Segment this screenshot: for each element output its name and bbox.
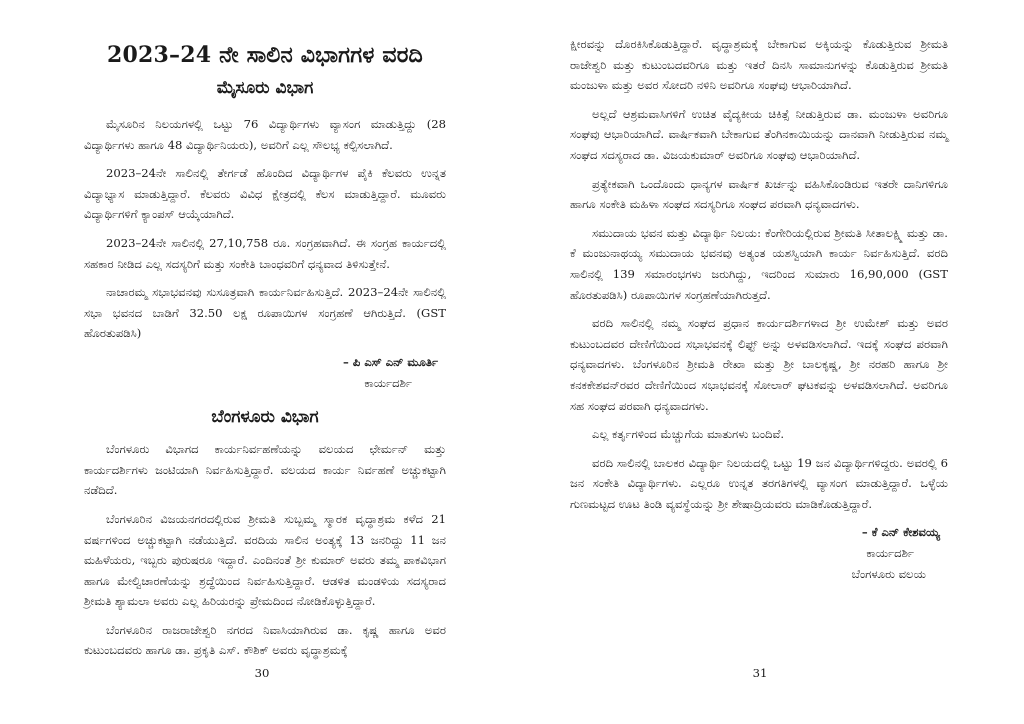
- signatory-org: ಬೆಂಗಳೂರು ವಲಯ: [851, 566, 926, 581]
- page-number-right: 31: [752, 666, 768, 680]
- paragraph: ಕ್ಷೀರವನ್ನು ದೊರಕಿಸಿಕೊಡುತ್ತಿದ್ದಾರೆ. ವೃದ್ಧಾಶ್ರಮಕ್ಕೆ ಬೇಕಾಗುವ ಅಕ್ಕಿಯನ್ನು ಕೊಡುತ್ತಿರುವ ಶ್ರೀಮತಿ ರಾಜೇಶ್ವರಿ ಮತ್ತು ಕುಟುಂಬದವರಿಗೂ ಮತ್ತು ಇತರೆ ದಿನಸಿ ಸಾಮಾನುಗಳನ್ನು ಕೊಡುತ್ತಿರುವ ಶ್ರೀಮತಿ ಮಂಜುಳಾ ಮತ್ತು ಅವರ ಸೋದರಿ ನಳಿನಿ ಅವರಿಗೂ ಸಂಘವು ಆಭಾರಿಯಾಗಿದೆ.: [570, 37, 948, 93]
- paragraph: ಬೆಂಗಳೂರು ವಿಭಾಗದ ಕಾರ್ಯನಿರ್ವಹಣೆಯನ್ನು ವಲಯದ ಛೇರ್ಮನ್ ಮತ್ತು ಕಾರ್ಯದರ್ಶಿಗಳು ಜಂಟಿಯಾಗಿ ನಿರ್ವಹಿಸುತ್ತಿದ್ದಾರೆ. ವಲಯದ ಕಾರ್ಯ ನಿರ್ವಹಣೆ ಅಚ್ಚುಕಟ್ಟಾಗಿ ನಡೆದಿದೆ.: [84, 442, 446, 498]
- left-page: [84, 34, 446, 674]
- paragraph: ಅಲ್ಲದೆ ಆಶ್ರಮವಾಸಿಗಳಿಗೆ ಉಚಿತ ವೈದ್ಯಕೀಯ ಚಿಕಿತ್ಸೆ ನೀಡುತ್ತಿರುವ ಡಾ. ಮಂಜುಳಾ ಅವರಿಗೂ ಸಂಘವು ಆಭಾರಿಯಾಗಿದೆ. ವಾರ್ಷಿಕವಾಗಿ ಬೇಕಾಗುವ ತೆಂಗಿನಕಾಯಿಯನ್ನು ದಾನವಾಗಿ ನೀಡುತ್ತಿರುವ ನಮ್ಮ ಸಂಘದ ಸದಸ್ಯರಾದ ಡಾ. ವಿಜಯಕುಮಾರ್ ಅವರಿಗೂ ಸಂಘವು ಆಭಾರಿಯಾಗಿದೆ.: [570, 106, 948, 162]
- paragraph: ವರದಿ ಸಾಲಿನಲ್ಲಿ ಬಾಲಕರ ವಿದ್ಯಾರ್ಥಿ ನಿಲಯದಲ್ಲಿ ಒಟ್ಟು 19 ಜನ ವಿದ್ಯಾರ್ಥಿಗಳಿದ್ದರು. ಅವರಲ್ಲಿ 6 ಜನ ಸಂಕೇತಿ ವಿದ್ಯಾರ್ಥಿಗಳು. ಎಲ್ಲರೂ ಉನ್ನತ ತರಗತಿಗಳಲ್ಲಿ ವ್ಯಾಸಂಗ ಮಾಡುತ್ತಿದ್ದಾರೆ. ಒಳ್ಳೆಯ ಗುಣಮಟ್ಟದ ಊಟ ತಿಂಡಿ ವ್ಯವಸ್ಥೆಯನ್ನು ಶ್ರೀ ಶೇಷಾದ್ರಿಯವರು ಮಾಡಿಕೊಡುತ್ತಿದ್ದಾರೆ.: [570, 455, 948, 511]
- paragraph: ಎಲ್ಲ ಕರ್ತೃಗಳಿಂದ ಮೆಚ್ಚುಗೆಯ ಮಾತುಗಳು ಬಂದಿವೆ.: [592, 427, 785, 442]
- signatory-name: – ಕೆ ಎನ್ ಕೇಶವಯ್ಯ: [861, 525, 940, 540]
- paragraph: ವರದಿ ಸಾಲಿನಲ್ಲಿ ನಮ್ಮ ಸಂಘದ ಪ್ರಧಾನ ಕಾರ್ಯದರ್ಶಿಗಳಾದ ಶ್ರೀ ಉಮೇಶ್ ಮತ್ತು ಅವರ ಕುಟುಂಬದವರ ದೇಣಿಗೆಯಿಂದ ಸಭಾಭವನಕ್ಕೆ ಲಿಫ್ಟ್ ಅನ್ನು ಅಳವಡಿಸಲಾಗಿದೆ. ಇದಕ್ಕೆ ಸಂಘದ ಪರವಾಗಿ ಧನ್ಯವಾದಗಳು. ಬೆಂಗಳೂರಿನ ಶ್ರೀಮತಿ ರೇಖಾ ಮತ್ತು ಶ್ರೀ ಬಾಲಕೃಷ್ಣ, ಶ್ರೀ ನರಹರಿ ಹಾಗೂ ಶ್ರೀ ಕನಕಕೇಶವನ್‌ರವರ ದೇಣಿಗೆಯಿಂದ ಸಭಾಭವನಕ್ಕೆ ಸೋಲಾರ್ ಘಟಕವನ್ನು ಅಳವಡಿಸಲಾಗಿದೆ. ಅವರಿಗೂ ಸಹ ಸಂಘದ ಪರವಾಗಿ ಧನ್ಯವಾದಗಳು.: [570, 316, 948, 413]
- paragraph: 2023–24ನೇ ಸಾಲಿನಲ್ಲಿ 27,10,758 ರೂ. ಸಂಗ್ರಹವಾಗಿದೆ. ಈ ಸಂಗ್ರಹ ಕಾರ್ಯದಲ್ಲಿ ಸಹಕಾರ ನೀಡಿದ ಎಲ್ಲ ಸದಸ್ಯರಿಗೆ ಮತ್ತು ಸಂಕೇತಿ ಬಾಂಧವರಿಗೆ ಧನ್ಯವಾದ ತಿಳಿಸುತ್ತೇನೆ.: [84, 235, 446, 271]
- signatory-role: ಕಾರ್ಯದರ್ಶಿ: [866, 546, 914, 561]
- mysore-division-heading: ಮೈಸೂರು ವಿಭಾಗ: [216, 78, 314, 98]
- signatory-role: ಕಾರ್ಯದರ್ಶಿ: [364, 375, 412, 390]
- signatory-name: – ಪಿ ಎಸ್ ಎನ್ ಮೂರ್ತಿ: [343, 354, 438, 369]
- paragraph: ಮೈಸೂರಿನ ನಿಲಯಗಳಲ್ಲಿ ಒಟ್ಟು 76 ವಿದ್ಯಾರ್ಥಿಗಳು ವ್ಯಾಸಂಗ ಮಾಡುತ್ತಿದ್ದು (28 ವಿದ್ಯಾರ್ಥಿಗಳು ಹಾಗೂ 48 ವಿದ್ಯಾರ್ಥಿನಿಯರು), ಅವರಿಗೆ ಎಲ್ಲ ಸೌಲಭ್ಯ ಕಲ್ಪಿಸಲಾಗಿದೆ.: [84, 117, 446, 152]
- bengaluru-division-heading: ಬೆಂಗಳೂರು ವಿಭಾಗ: [211, 407, 319, 428]
- paragraph: ಸಮುದಾಯ ಭವನ ಮತ್ತು ವಿದ್ಯಾರ್ಥಿ ನಿಲಯ: ಕೆಂಗೇರಿಯಲ್ಲಿರುವ ಶ್ರೀಮತಿ ಸೀತಾಲಕ್ಷ್ಮಿ ಮತ್ತು ಡಾ. ಕೆ ಮಂಜುನಾಥಯ್ಯ ಸಮುದಾಯ ಭವನವು ಅತ್ಯಂತ ಯಶಸ್ವಿಯಾಗಿ ಕಾರ್ಯ ನಿರ್ವಹಿಸುತ್ತಿದೆ. ವರದಿ ಸಾಲಿನಲ್ಲಿ 139 ಸಮಾರಂಭಗಳು ಜರುಗಿದ್ದು, ಇದರಿಂದ ಸುಮಾರು 16,90,000 (GST ಹೊರತುಪಡಿಸಿ) ರೂಪಾಯಿಗಳ ಸಂಗ್ರಹಣೆಯಾಗಿರುತ್ತದೆ.: [570, 225, 948, 302]
- right-page: [570, 34, 948, 674]
- bengaluru-signature: [570, 522, 948, 584]
- paragraph: ಬೆಂಗಳೂರಿನ ರಾಜರಾಜೇಶ್ವರಿ ನಗರದ ನಿವಾಸಿಯಾಗಿರುವ ಡಾ. ಕೃಷ್ಣ ಹಾಗೂ ಅವರ ಕುಟುಂಬದವರು ಹಾಗೂ ಡಾ. ಪ್ರಕೃತಿ ಎಸ್. ಕೌಶಿಕ್ ಅವರು ವೃದ್ಧಾಶ್ರಮಕ್ಕೆ: [84, 622, 446, 658]
- paragraph: ನಾಚಾರಮ್ಮ ಸಭಾಭವನವು ಸುಸೂತ್ರವಾಗಿ ಕಾರ್ಯನಿರ್ವಹಿಸುತ್ತಿದೆ. 2023–24ನೇ ಸಾಲಿನಲ್ಲಿ ಸಭಾ ಭವನದ ಬಾಡಿಗೆ 32.50 ಲಕ್ಷ ರೂಪಾಯಿಗಳ ಸಂಗ್ರಹಣೆ ಆಗಿರುತ್ತಿದೆ. (GST ಹೊರತುಪಡಿಸಿ): [84, 285, 446, 341]
- page-number-left: 30: [254, 666, 270, 680]
- mysore-signature: [84, 352, 446, 393]
- paragraph: ಪ್ರತ್ಯೇಕವಾಗಿ ಒಂದೊಂದು ಧಾನ್ಯಗಳ ವಾರ್ಷಿಕ ಖರ್ಚನ್ನು ವಹಿಸಿಕೊಂಡಿರುವ ಇತರೇ ದಾನಿಗಳಿಗೂ ಹಾಗೂ ಸಂಕೇತಿ ಮಹಿಳಾ ಸಂಘದ ಸದಸ್ಯರಿಗೂ ಸಂಘದ ಪರವಾಗಿ ಧನ್ಯವಾದಗಳು.: [570, 176, 948, 212]
- paragraph: ಬೆಂಗಳೂರಿನ ವಿಜಯನಗರದಲ್ಲಿರುವ ಶ್ರೀಮತಿ ಸುಬ್ಬಮ್ಮ ಸ್ಮಾರಕ ವೃದ್ಧಾಶ್ರಮ ಕಳೆದ 21 ವರ್ಷಗಳಿಂದ ಅಚ್ಚುಕಟ್ಟಾಗಿ ನಡೆಯುತ್ತಿದೆ. ವರದಿಯ ಸಾಲಿನ ಅಂತ್ಯಕ್ಕೆ 13 ಜನರಿದ್ದು 11 ಜನ ಮಹಿಳೆಯರು, ಇಬ್ಬರು ಪುರುಷರೂ ಇದ್ದಾರೆ. ಎಂದಿನಂತೆ ಶ್ರೀ ಕುಮಾರ್ ಅವರು ತಮ್ಮ ಪಾಕವಿಭಾಗ ಹಾಗೂ ಮೇಲ್ವಿಚಾರಣೆಯನ್ನು ಶ್ರದ್ಧೆಯಿಂದ ನಿರ್ವಹಿಸುತ್ತಿದ್ದಾರೆ. ಆಡಳಿತ ಮಂಡಳಿಯ ಸದಸ್ಯರಾದ ಶ್ರೀಮತಿ ಶ್ಯಾಮಲಾ ಅವರು ಎಲ್ಲ ಹಿರಿಯರನ್ನು ಪ್ರೇಮದಿಂದ ನೋಡಿಕೊಳ್ಳುತ್ತಿದ್ದಾರೆ.: [84, 511, 446, 609]
- paragraph: 2023–24ನೇ ಸಾಲಿನಲ್ಲಿ ತೇರ್ಗಡೆ ಹೊಂದಿದ ವಿದ್ಯಾರ್ಥಿಗಳ ಪೈಕಿ ಕೆಲವರು ಉನ್ನತ ವಿದ್ಯಾಭ್ಯಾಸ ಮಾಡುತ್ತಿದ್ದಾರೆ. ಕೆಲವರು ವಿವಿಧ ಕ್ಷೇತ್ರದಲ್ಲಿ ಕೆಲಸ ಮಾಡುತ್ತಿದ್ದಾರೆ. ಮೂವರು ವಿದ್ಯಾರ್ಥಿಗಳಿಗೆ ಕ್ಯಾಂಪಸ್ ಆಯ್ಕೆಯಾಗಿದೆ.: [84, 166, 446, 222]
- report-title: 2023–24 ನೇ ಸಾಲಿನ ವಿಭಾಗಗಳ ವರದಿ: [107, 42, 423, 68]
